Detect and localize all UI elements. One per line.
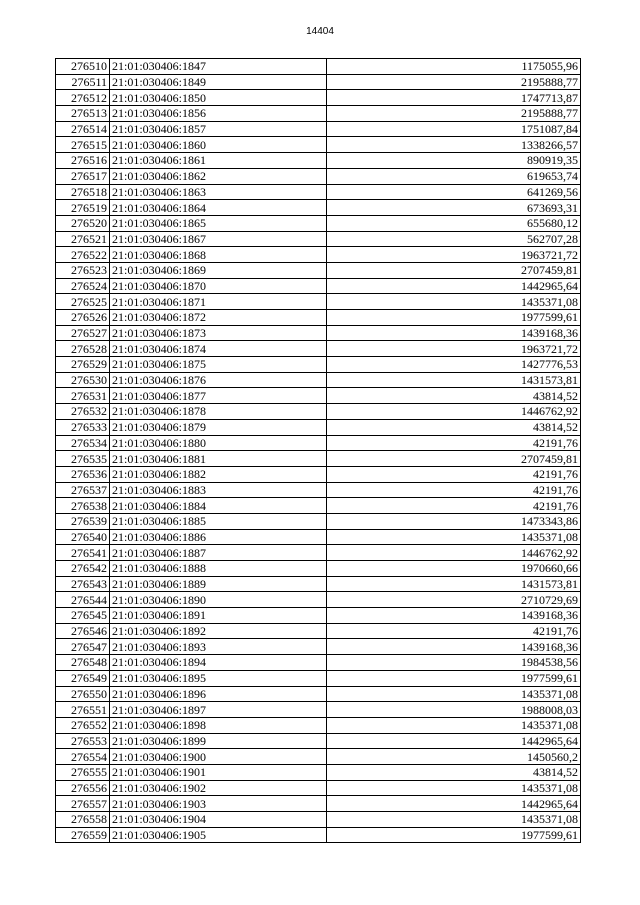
cadastral-number-cell: 21:01:030406:1877 (110, 388, 327, 404)
row-number-cell: 276559 (56, 827, 110, 843)
cadastral-value-cell: 2710729,69 (327, 592, 581, 608)
cadastral-number-cell: 21:01:030406:1905 (110, 827, 327, 843)
table-row (56, 341, 581, 357)
table-row (56, 231, 581, 247)
cadastral-value-cell: 1439168,36 (327, 325, 581, 341)
table-body (56, 59, 581, 843)
cadastral-value-cell: 1435371,08 (327, 780, 581, 796)
cadastral-value-cell: 1751087,84 (327, 121, 581, 137)
row-number-cell: 276547 (56, 639, 110, 655)
row-number-cell: 276522 (56, 247, 110, 263)
row-number-cell: 276533 (56, 419, 110, 435)
row-number-cell: 276541 (56, 545, 110, 561)
cadastral-value-cell: 1970660,66 (327, 561, 581, 577)
table-row (56, 608, 581, 624)
cadastral-number-cell: 21:01:030406:1888 (110, 561, 327, 577)
cadastral-value-cell: 1747713,87 (327, 90, 581, 106)
table-row (56, 513, 581, 529)
cadastral-number-cell: 21:01:030406:1892 (110, 623, 327, 639)
cadastral-number-cell: 21:01:030406:1867 (110, 231, 327, 247)
cadastral-number-cell: 21:01:030406:1901 (110, 764, 327, 780)
cadastral-value-cell: 1431573,81 (327, 372, 581, 388)
row-number-cell: 276527 (56, 325, 110, 341)
cadastral-number-cell: 21:01:030406:1870 (110, 278, 327, 294)
row-number-cell: 276556 (56, 780, 110, 796)
cadastral-value-cell: 42191,76 (327, 482, 581, 498)
cadastral-number-cell: 21:01:030406:1884 (110, 498, 327, 514)
table-row (56, 247, 581, 263)
cadastral-value-cell: 1988008,03 (327, 702, 581, 718)
cadastral-value-cell: 1963721,72 (327, 341, 581, 357)
cadastral-value-cell: 42191,76 (327, 623, 581, 639)
cadastral-value-cell: 1442965,64 (327, 733, 581, 749)
table-row (56, 623, 581, 639)
table-row (56, 498, 581, 514)
cadastral-number-cell: 21:01:030406:1882 (110, 466, 327, 482)
table-row (56, 466, 581, 482)
row-number-cell: 276519 (56, 200, 110, 216)
table-row (56, 749, 581, 765)
table-row (56, 529, 581, 545)
cadastral-number-cell: 21:01:030406:1869 (110, 262, 327, 278)
table-row (56, 545, 581, 561)
table-row (56, 310, 581, 326)
table-row (56, 812, 581, 828)
table-row (56, 435, 581, 451)
row-number-cell: 276513 (56, 106, 110, 122)
table-row (56, 278, 581, 294)
table-row (56, 639, 581, 655)
row-number-cell: 276542 (56, 561, 110, 577)
row-number-cell: 276549 (56, 670, 110, 686)
table-row (56, 372, 581, 388)
cadastral-value-cell: 2707459,81 (327, 451, 581, 467)
table-row (56, 90, 581, 106)
cadastral-number-cell: 21:01:030406:1875 (110, 357, 327, 373)
row-number-cell: 276558 (56, 812, 110, 828)
cadastral-number-cell: 21:01:030406:1895 (110, 670, 327, 686)
table-row (56, 262, 581, 278)
table-row (56, 215, 581, 231)
cadastral-number-cell: 21:01:030406:1885 (110, 513, 327, 529)
row-number-cell: 276537 (56, 482, 110, 498)
row-number-cell: 276528 (56, 341, 110, 357)
row-number-cell: 276555 (56, 764, 110, 780)
row-number-cell: 276525 (56, 294, 110, 310)
cadastral-value-cell: 890919,35 (327, 153, 581, 169)
table-row (56, 121, 581, 137)
cadastral-number-cell: 21:01:030406:1873 (110, 325, 327, 341)
cadastral-number-cell: 21:01:030406:1897 (110, 702, 327, 718)
table-row (56, 325, 581, 341)
cadastral-value-cell: 1473343,86 (327, 513, 581, 529)
row-number-cell: 276515 (56, 137, 110, 153)
table-row (56, 451, 581, 467)
cadastral-value-cell: 1427776,53 (327, 357, 581, 373)
cadastral-value-cell: 1435371,08 (327, 717, 581, 733)
cadastral-value-cell: 42191,76 (327, 435, 581, 451)
cadastral-value-cell: 1450560,2 (327, 749, 581, 765)
row-number-cell: 276552 (56, 717, 110, 733)
table-row (56, 733, 581, 749)
cadastral-value-cell: 1984538,56 (327, 655, 581, 671)
table-row (56, 388, 581, 404)
table-row (56, 796, 581, 812)
table-row (56, 137, 581, 153)
cadastral-number-cell: 21:01:030406:1856 (110, 106, 327, 122)
table-row (56, 780, 581, 796)
cadastral-number-cell: 21:01:030406:1883 (110, 482, 327, 498)
row-number-cell: 276534 (56, 435, 110, 451)
cadastral-value-cell: 673693,31 (327, 200, 581, 216)
cadastral-value-cell: 1439168,36 (327, 608, 581, 624)
cadastral-value-cell: 1435371,08 (327, 812, 581, 828)
table-row (56, 419, 581, 435)
table-row (56, 168, 581, 184)
row-number-cell: 276518 (56, 184, 110, 200)
cadastral-value-cell: 1442965,64 (327, 796, 581, 812)
table-row (56, 686, 581, 702)
cadastral-value-cell: 1977599,61 (327, 310, 581, 326)
cadastral-number-cell: 21:01:030406:1900 (110, 749, 327, 765)
page-number: 14404 (306, 26, 334, 37)
row-number-cell: 276540 (56, 529, 110, 545)
row-number-cell: 276543 (56, 576, 110, 592)
cadastral-number-cell: 21:01:030406:1865 (110, 215, 327, 231)
row-number-cell: 276554 (56, 749, 110, 765)
row-number-cell: 276553 (56, 733, 110, 749)
cadastral-value-cell: 1977599,61 (327, 670, 581, 686)
table-row (56, 184, 581, 200)
table-row (56, 670, 581, 686)
row-number-cell: 276536 (56, 466, 110, 482)
row-number-cell: 276550 (56, 686, 110, 702)
cadastral-number-cell: 21:01:030406:1874 (110, 341, 327, 357)
table-row (56, 576, 581, 592)
row-number-cell: 276531 (56, 388, 110, 404)
cadastral-value-cell: 42191,76 (327, 498, 581, 514)
table-row (56, 74, 581, 90)
cadastral-number-cell: 21:01:030406:1847 (110, 59, 327, 75)
cadastral-number-cell: 21:01:030406:1849 (110, 74, 327, 90)
cadastral-number-cell: 21:01:030406:1886 (110, 529, 327, 545)
table-row (56, 59, 581, 75)
cadastral-number-cell: 21:01:030406:1862 (110, 168, 327, 184)
cadastral-value-cell: 562707,28 (327, 231, 581, 247)
table-row (56, 561, 581, 577)
cadastral-number-cell: 21:01:030406:1860 (110, 137, 327, 153)
table-row (56, 106, 581, 122)
cadastral-number-cell: 21:01:030406:1871 (110, 294, 327, 310)
row-number-cell: 276539 (56, 513, 110, 529)
cadastral-value-cell: 619653,74 (327, 168, 581, 184)
cadastral-number-cell: 21:01:030406:1876 (110, 372, 327, 388)
cadastral-number-cell: 21:01:030406:1902 (110, 780, 327, 796)
cadastral-number-cell: 21:01:030406:1878 (110, 404, 327, 420)
table-row (56, 717, 581, 733)
cadastral-number-cell: 21:01:030406:1861 (110, 153, 327, 169)
table-row (56, 153, 581, 169)
cadastral-value-cell: 655680,12 (327, 215, 581, 231)
cadastral-value-cell: 43814,52 (327, 764, 581, 780)
cadastral-number-cell: 21:01:030406:1880 (110, 435, 327, 451)
cadastral-number-cell: 21:01:030406:1898 (110, 717, 327, 733)
cadastral-value-cell: 1338266,57 (327, 137, 581, 153)
cadastral-number-cell: 21:01:030406:1894 (110, 655, 327, 671)
cadastral-value-cell: 2195888,77 (327, 74, 581, 90)
row-number-cell: 276548 (56, 655, 110, 671)
cadastral-number-cell: 21:01:030406:1881 (110, 451, 327, 467)
row-number-cell: 276521 (56, 231, 110, 247)
cadastral-number-cell: 21:01:030406:1904 (110, 812, 327, 828)
row-number-cell: 276529 (56, 357, 110, 373)
row-number-cell: 276514 (56, 121, 110, 137)
cadastral-number-cell: 21:01:030406:1850 (110, 90, 327, 106)
cadastral-number-cell: 21:01:030406:1899 (110, 733, 327, 749)
cadastral-value-cell: 1435371,08 (327, 529, 581, 545)
row-number-cell: 276546 (56, 623, 110, 639)
row-number-cell: 276510 (56, 59, 110, 75)
cadastral-value-cell: 42191,76 (327, 466, 581, 482)
cadastral-value-cell: 1442965,64 (327, 278, 581, 294)
cadastral-number-cell: 21:01:030406:1890 (110, 592, 327, 608)
cadastral-number-cell: 21:01:030406:1903 (110, 796, 327, 812)
row-number-cell: 276545 (56, 608, 110, 624)
cadastral-number-cell: 21:01:030406:1887 (110, 545, 327, 561)
cadastral-value-cell: 1963721,72 (327, 247, 581, 263)
row-number-cell: 276523 (56, 262, 110, 278)
table-row (56, 592, 581, 608)
cadastral-number-cell: 21:01:030406:1896 (110, 686, 327, 702)
table-row (56, 357, 581, 373)
cadastral-value-cell: 43814,52 (327, 388, 581, 404)
table-row (56, 764, 581, 780)
cadastral-value-cell: 1431573,81 (327, 576, 581, 592)
row-number-cell: 276511 (56, 74, 110, 90)
cadastral-number-cell: 21:01:030406:1893 (110, 639, 327, 655)
row-number-cell: 276526 (56, 310, 110, 326)
cadastral-value-cell: 1977599,61 (327, 827, 581, 843)
table-row (56, 404, 581, 420)
row-number-cell: 276557 (56, 796, 110, 812)
table-row (56, 294, 581, 310)
cadastral-number-cell: 21:01:030406:1864 (110, 200, 327, 216)
cadastral-value-cell: 1446762,92 (327, 404, 581, 420)
table-row (56, 827, 581, 843)
cadastral-number-cell: 21:01:030406:1872 (110, 310, 327, 326)
table-row (56, 482, 581, 498)
row-number-cell: 276516 (56, 153, 110, 169)
row-number-cell: 276530 (56, 372, 110, 388)
cadastral-value-cell: 1446762,92 (327, 545, 581, 561)
row-number-cell: 276532 (56, 404, 110, 420)
row-number-cell: 276544 (56, 592, 110, 608)
cadastral-value-cell: 2195888,77 (327, 106, 581, 122)
cadastral-number-cell: 21:01:030406:1889 (110, 576, 327, 592)
cadastral-number-cell: 21:01:030406:1879 (110, 419, 327, 435)
table-row (56, 655, 581, 671)
cadastral-value-cell: 1175055,96 (327, 59, 581, 75)
cadastral-number-cell: 21:01:030406:1891 (110, 608, 327, 624)
cadastral-number-cell: 21:01:030406:1868 (110, 247, 327, 263)
cadastral-value-table (55, 58, 581, 843)
cadastral-number-cell: 21:01:030406:1857 (110, 121, 327, 137)
cadastral-value-cell: 1435371,08 (327, 686, 581, 702)
row-number-cell: 276551 (56, 702, 110, 718)
table-row (56, 702, 581, 718)
row-number-cell: 276520 (56, 215, 110, 231)
cadastral-number-cell: 21:01:030406:1863 (110, 184, 327, 200)
row-number-cell: 276538 (56, 498, 110, 514)
row-number-cell: 276517 (56, 168, 110, 184)
cadastral-value-cell: 1435371,08 (327, 294, 581, 310)
cadastral-value-cell: 641269,56 (327, 184, 581, 200)
cadastral-value-cell: 43814,52 (327, 419, 581, 435)
row-number-cell: 276524 (56, 278, 110, 294)
cadastral-value-cell: 1439168,36 (327, 639, 581, 655)
cadastral-value-cell: 2707459,81 (327, 262, 581, 278)
row-number-cell: 276535 (56, 451, 110, 467)
table-row (56, 200, 581, 216)
row-number-cell: 276512 (56, 90, 110, 106)
